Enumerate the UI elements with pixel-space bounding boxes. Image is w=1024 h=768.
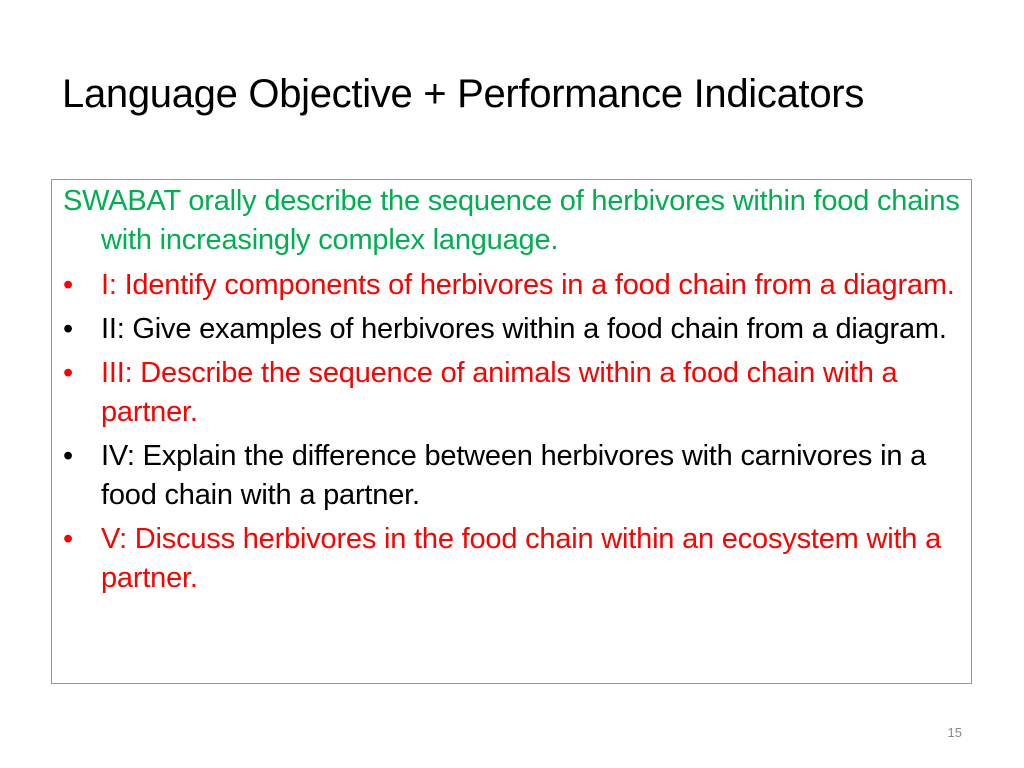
indicator-text: II: Give examples of herbivores within a food chain from a diagram. xyxy=(101,313,947,345)
indicator-text: V: Discuss herbivores in the food chain within an ecosystem with a partner. xyxy=(101,523,942,594)
language-objective: SWABAT orally describe the sequence of herbivores within food chains with increasingly complex language. xyxy=(63,185,960,256)
bullet-icon: • xyxy=(63,313,73,345)
page-number: 15 xyxy=(947,725,962,740)
performance-indicator xyxy=(63,310,961,349)
performance-indicator xyxy=(63,520,961,598)
bullet-icon: • xyxy=(63,523,73,555)
performance-indicator xyxy=(63,437,961,515)
content-box xyxy=(51,179,972,684)
performance-indicator xyxy=(63,266,961,305)
indicator-text: III: Describe the sequence of animals within a food chain with a partner. xyxy=(101,357,898,428)
performance-indicator xyxy=(63,354,961,432)
indicator-text: IV: Explain the difference between herbivores with carnivores in a food chain with a partner. xyxy=(101,440,927,511)
performance-indicator-list xyxy=(63,266,961,598)
bullet-icon: • xyxy=(63,269,73,301)
indicator-text: I: Identify components of herbivores in a food chain from a diagram. xyxy=(101,269,955,301)
slide-title: Language Objective + Performance Indicators xyxy=(62,72,865,116)
bullet-icon: • xyxy=(63,440,73,472)
bullet-icon: • xyxy=(63,357,73,389)
